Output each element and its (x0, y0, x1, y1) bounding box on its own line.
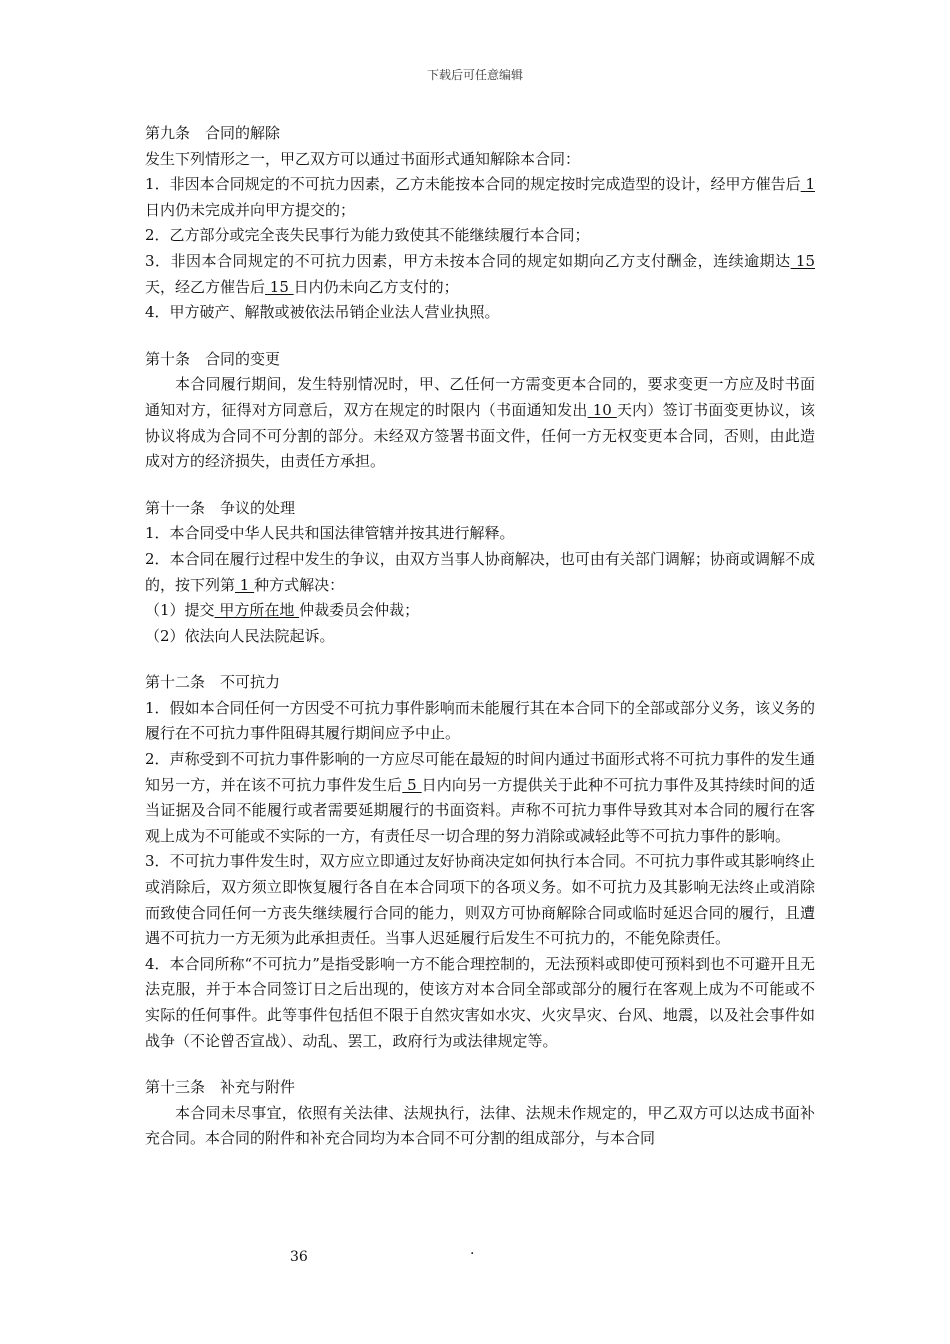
blank-days-notice: 15 (265, 277, 294, 296)
section-12-title: 第十二条 不可抗力 (145, 673, 281, 692)
section-9-item-1: 1．非因本合同规定的不可抗力因素，乙方未能按本合同的规定按时完成造型的设计，经甲方催告后 1 日内仍未完成并向甲方提交的； (145, 175, 815, 219)
blank-days-change: 10 (587, 400, 617, 419)
section-11-item-1: 1．本合同受中华人民共和国法律管辖并按其进行解释。 (145, 524, 515, 543)
section-12-item-3: 3．不可抗力事件发生时，双方应立即通过友好协商决定如何执行本合同。不可抗力事件或其影响终止或消除后，双方须立即恢复履行各自在本合同项下的各项义务。如不可抗力及其影响无法终止或消除而致使合同任何一方丧失继续履行合同的能力，则双方可协商解除合同或临时延迟合同的履行，且遭遇不可抗力一方无须为此承担责任。当事人迟延履行后发生不可抗力的，不能免除责任。 (145, 852, 815, 948)
section-9-intro: 发生下列情形之一，甲乙双方可以通过书面形式通知解除本合同： (145, 149, 581, 168)
section-11-option-2: （2）依法向人民法院起诉。 (145, 626, 335, 645)
blank-days-1: 1 (800, 175, 815, 194)
footer-dot: . (470, 1242, 475, 1258)
section-10-paragraph: 本合同履行期间，发生特别情况时，甲、乙任何一方需变更本合同的，要求变更一方应及时书面通知对方，征得对方同意后，双方在规定的时限内（书面通知发出 10 天内）签订书面变更协议，该协议将成为合同不可分割的部分。未经双方签署书面文件，任何一方无权变更本合同，否则，由此造成对方的经济损失，由责任方承担。 (145, 375, 815, 471)
page-number: 36 (290, 1249, 308, 1265)
section-9-item-4: 4．甲方破产、解散或被依法吊销企业法人营业执照。 (145, 303, 500, 322)
section-13-paragraph: 本合同未尽事宜，依照有关法律、法规执行，法律、法规未作规定的，甲乙双方可以达成书面补充合同。本合同的附件和补充合同均为本合同不可分割的组成部分，与本合同 (145, 1103, 815, 1148)
blank-days-overdue: 15 (790, 251, 815, 270)
section-12-item-4: 4．本合同所称“不可抗力”是指受影响一方不能合理控制的，无法预料或即使可预料到也不可避开且无法克服，并于本合同签订日之后出现的，使该方对本合同全部或部分的履行在客观上成为不可能或不实际的任何事件。此等事件包括但不限于自然灾害如水灾、火灾旱灾、台风、地震，以及社会事件如战争（不论曾否宣战）、动乱、罢工，政府行为或法律规定等。 (145, 954, 815, 1050)
blank-method-number: 1 (235, 575, 255, 594)
section-12-item-1: 1．假如本合同任何一方因受不可抗力事件影响而未能履行其在本合同下的全部或部分义务，该义务的履行在不可抗力事件阻碍其履行期间应予中止。 (145, 698, 815, 743)
section-11-option-1: （1）提交 甲方所在地 仲裁委员会仲裁； (145, 601, 420, 620)
section-13-title: 第十三条 补充与附件 (145, 1078, 296, 1097)
section-9-item-3: 3．非因本合同规定的不可抗力因素，甲方未按本合同的规定如期向乙方支付酬金，连续逾期达 15 天，经乙方催告后 15 日内仍未向乙方支付的； (145, 251, 815, 296)
section-11-title: 第十一条 争议的处理 (145, 498, 296, 517)
document-body (145, 121, 815, 1152)
section-12-item-2: 2．声称受到不可抗力事件影响的一方应尽可能在最短的时间内通过书面形式将不可抗力事件的发生通知另一方，并在该不可抗力事件发生后 5 日内向另一方提供关于此种不可抗力事件及其持续时间的适当证据及合同不能履行或者需要延期履行的书面资料。声称不可抗力事件导致其对本合同的履行在客观上成为不可能或不实际的一方，有责任尽一切合理的努力消除或减轻此等不可抗力事件的影响。 (145, 750, 815, 845)
blank-arbitration-place: 甲方所在地 (214, 601, 300, 620)
page-header: 下载后可任意编辑 (426, 68, 523, 82)
section-9-title: 第九条 合同的解除 (145, 124, 281, 142)
blank-days-force-majeure: 5 (402, 775, 422, 794)
section-9-item-2: 2．乙方部分或完全丧失民事行为能力致使其不能继续履行本合同； (145, 226, 590, 245)
section-10-title: 第十条 合同的变更 (145, 349, 281, 368)
section-11-item-2: 2．本合同在履行过程中发生的争议，由双方当事人协商解决，也可由有关部门调解；协商或调解不成的，按下列第 1 种方式解决： (145, 549, 815, 594)
